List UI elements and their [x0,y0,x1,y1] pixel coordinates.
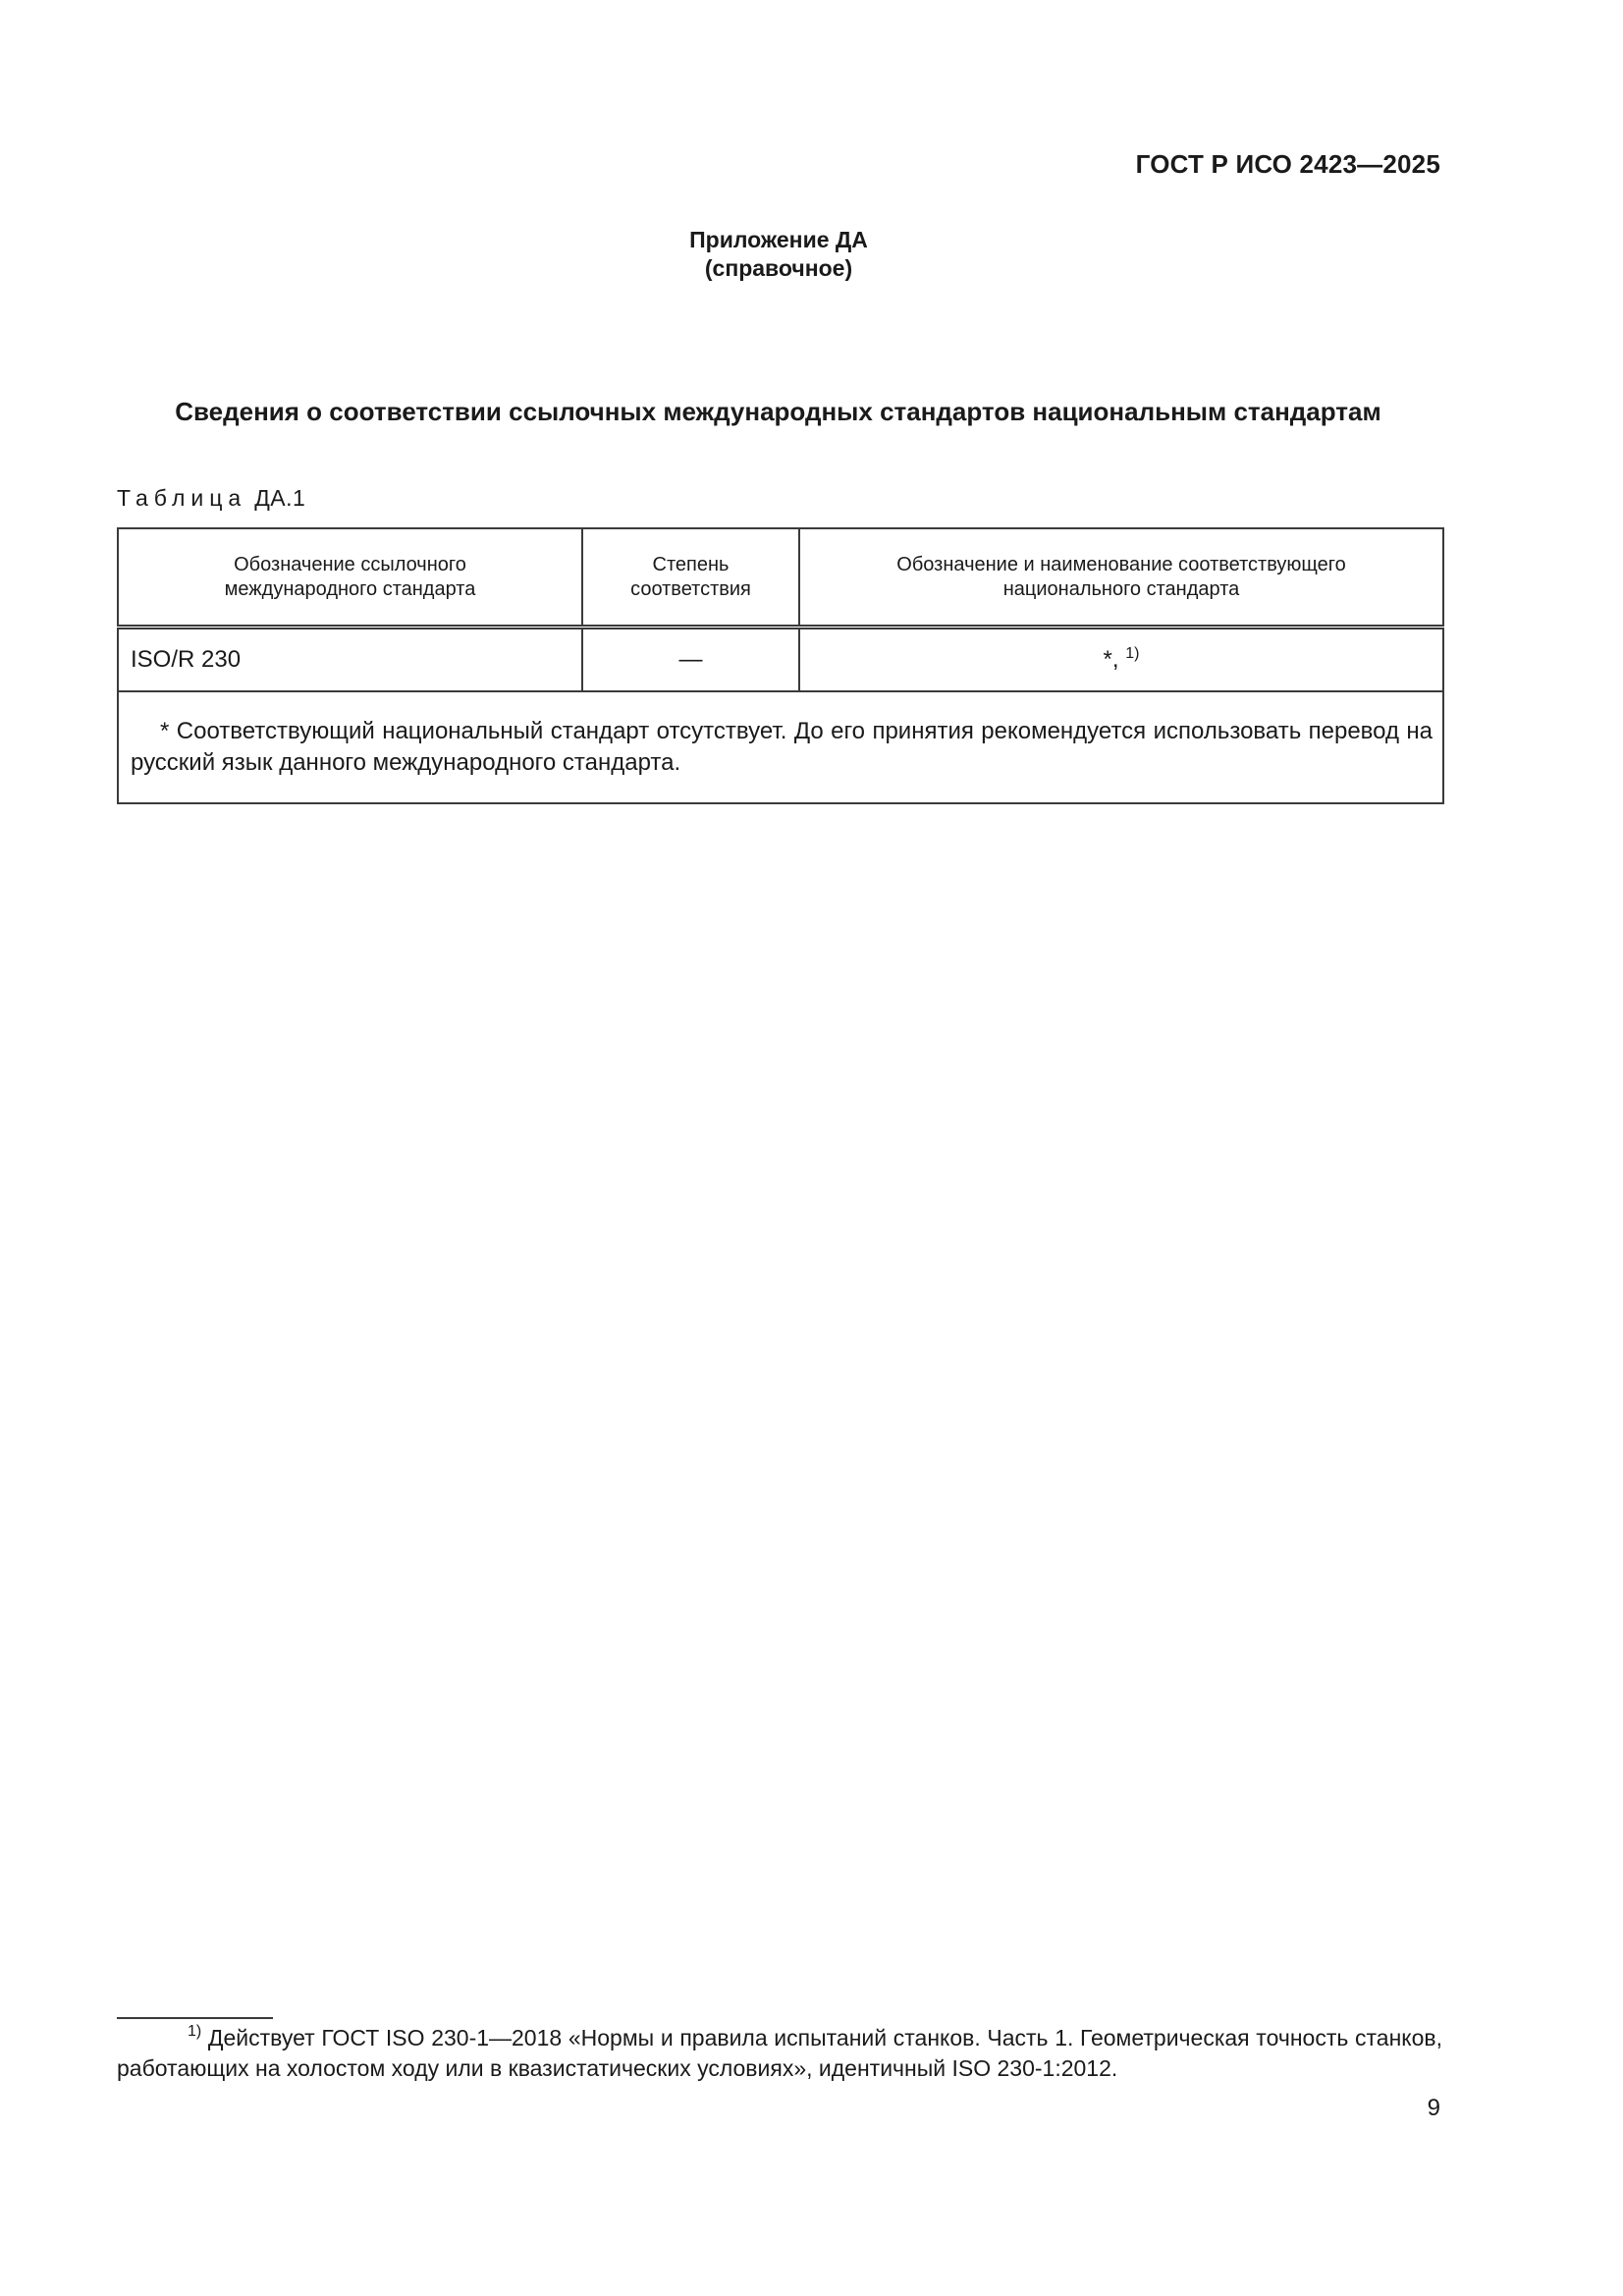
header-national-standard: Обозначение и наименование соответствующего национального стандарта [799,528,1443,628]
cell-designation: ISO/R 230 [118,628,582,692]
document-code: ГОСТ Р ИСО 2423—2025 [1135,149,1440,179]
footnote-ref: 1) [1125,645,1140,662]
table-note [118,691,1443,803]
footnote-text: Действует ГОСТ ISO 230-1—2018 «Нормы и правила испытаний станков. Часть 1. Геометрическая точность станков, работающих на холостом ходу или в квазистатических условиях», идентичный ISO 230-1:2012. [117,2025,1442,2081]
appendix-subtitle: (справочное) [704,255,853,281]
standards-table [117,527,1444,804]
header-designation: Обозначение ссылочного международного стандарта [118,528,582,628]
appendix-heading [0,226,1557,283]
table-note-row [118,691,1443,803]
footnote-separator [117,2017,273,2019]
section-title: Сведения о соответствии ссылочных международных стандартов национальным стандартам [175,397,1381,426]
table-header-row [118,528,1443,628]
cell-degree: — [582,628,799,692]
table-caption-word: Таблица [117,485,247,511]
table-row [118,628,1443,692]
header-degree: Степень соответствия [582,528,799,628]
national-standard-mark: *, [1103,646,1119,673]
table-caption-number: ДА.1 [254,485,306,511]
appendix-title: Приложение ДА [689,227,868,252]
table-caption [117,485,305,512]
footnote-marker: 1) [188,2023,202,2040]
table-note-text: * Соответствующий национальный стандарт отсутствует. До его принятия рекомендуется использовать перевод на русский язык данного международного стандарта. [131,718,1433,776]
footnote [117,2023,1442,2084]
page-number: 9 [1427,2095,1440,2121]
footnote-body [117,2023,1442,2084]
cell-national-standard [799,628,1443,692]
